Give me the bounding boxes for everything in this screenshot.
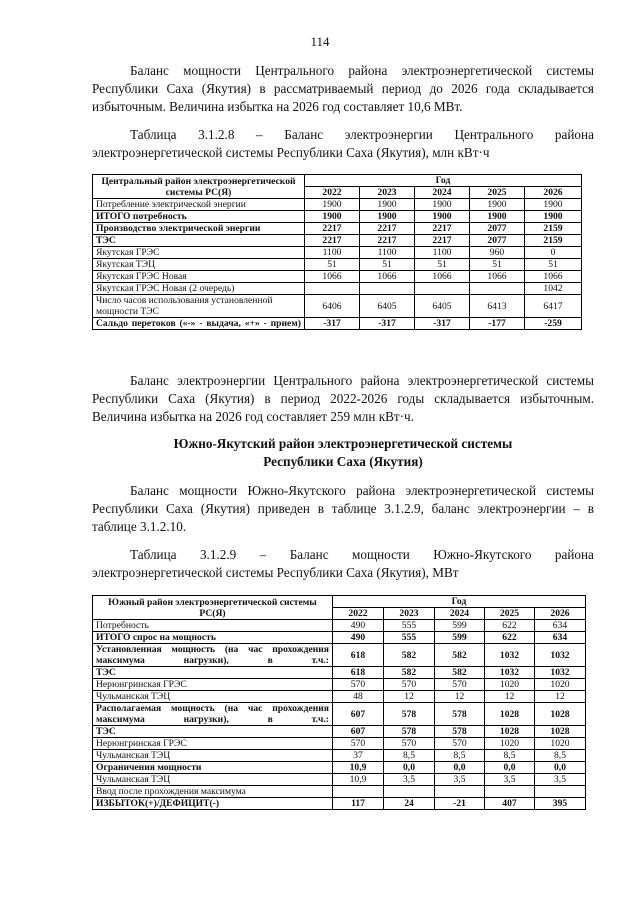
- table-caption-3-1-2-9: [92, 546, 594, 582]
- cell-value: 8,5: [384, 750, 435, 762]
- row-label: Сальдо перетоков («-» - выдача, «+» - прием): [93, 318, 305, 330]
- cell-value: 582: [384, 667, 435, 679]
- cell-value: 6405: [415, 295, 470, 318]
- row-label: Потребление электрической энергии: [93, 199, 305, 211]
- cell-value: 8,5: [485, 750, 535, 762]
- caption-word: Таблица: [130, 547, 177, 562]
- cell-value: 1020: [485, 738, 535, 750]
- cell-value: 490: [333, 632, 384, 644]
- cell-value: 634: [535, 632, 586, 644]
- year-header: 2024: [415, 187, 470, 199]
- cell-value: 2217: [360, 235, 415, 247]
- caption-word: электроэнергии: [344, 127, 433, 142]
- row-label: Чульманская ТЭЦ: [93, 774, 333, 786]
- table-row: [93, 318, 582, 330]
- cell-value: 6413: [470, 295, 525, 318]
- row-label: ИТОГО спрос на мощность: [93, 632, 333, 644]
- cell-value: 599: [435, 620, 485, 632]
- table-row: [93, 738, 586, 750]
- cell-value: 555: [384, 620, 435, 632]
- cell-value: 2217: [305, 223, 360, 235]
- table-row: [93, 247, 582, 259]
- caption-word: мощности: [352, 547, 410, 562]
- table1-header-name: Центральный район электроэнергетической системы РС(Я): [93, 175, 305, 199]
- table-row: [93, 259, 582, 271]
- cell-value: [485, 786, 535, 798]
- cell-value: -177: [470, 318, 525, 330]
- cell-value: 51: [305, 259, 360, 271]
- caption-word: Баланс: [284, 127, 324, 142]
- cell-value: [415, 283, 470, 295]
- cell-value: 2077: [470, 235, 525, 247]
- row-label: Располагаемая мощность (на час прохождения максимума нагрузки), в т.ч.:: [93, 703, 333, 726]
- row-label: Нерюнгринская ГРЭС: [93, 679, 333, 691]
- cell-value: 618: [333, 667, 384, 679]
- cell-value: [333, 786, 384, 798]
- year-header: 2025: [485, 608, 535, 620]
- table-row: [93, 211, 582, 223]
- cell-value: 51: [360, 259, 415, 271]
- row-label: Установленная мощность (на час прохождения максимума нагрузки), в т.ч.:: [93, 644, 333, 667]
- cell-value: 1900: [360, 199, 415, 211]
- cell-value: 10,9: [333, 774, 384, 786]
- cell-value: 618: [333, 644, 384, 667]
- cell-value: 3,5: [485, 774, 535, 786]
- caption-word: –: [256, 127, 263, 142]
- caption-word: района: [554, 547, 594, 562]
- cell-value: 582: [384, 644, 435, 667]
- table-row: [93, 235, 582, 247]
- cell-value: 1032: [535, 644, 586, 667]
- year-header: 2025: [470, 187, 525, 199]
- table-row: [93, 691, 586, 703]
- cell-value: 51: [470, 259, 525, 271]
- cell-value: 2217: [415, 235, 470, 247]
- cell-value: 1032: [535, 667, 586, 679]
- caption-line-2: электроэнергетической системы Республики Саха (Якутия), млн кВт·ч: [92, 145, 490, 160]
- table-row: [93, 774, 586, 786]
- table-row: [93, 223, 582, 235]
- caption-word: района: [554, 127, 594, 142]
- cell-value: 10,9: [333, 762, 384, 774]
- cell-value: -317: [305, 318, 360, 330]
- heading-line-2: Республики Саха (Якутия): [263, 454, 423, 469]
- cell-value: 1066: [305, 271, 360, 283]
- row-label: Ввод после прохождения максимума: [93, 786, 333, 798]
- row-label: Якутская ГРЭС: [93, 247, 305, 259]
- cell-value: [535, 786, 586, 798]
- cell-value: 1900: [525, 211, 582, 223]
- cell-value: 2217: [305, 235, 360, 247]
- cell-value: 622: [485, 620, 535, 632]
- row-label: Потребность: [93, 620, 333, 632]
- cell-value: 1100: [360, 247, 415, 259]
- table-row: [93, 703, 586, 726]
- cell-value: 0,0: [384, 762, 435, 774]
- cell-value: 1020: [485, 679, 535, 691]
- cell-value: [384, 786, 435, 798]
- table-row: [93, 199, 582, 211]
- cell-value: 6405: [360, 295, 415, 318]
- paragraph-power-balance-south: Баланс мощности Южно-Якутского района электроэнергетической системы Республики Саха (Якутия) приведен в таблице 3.1.2.9, баланс электроэнергии – в таблице 3.1.2.10.: [92, 483, 594, 534]
- cell-value: 570: [384, 738, 435, 750]
- cell-value: [360, 283, 415, 295]
- cell-value: 1032: [485, 667, 535, 679]
- table2-header-year: Год: [333, 596, 586, 608]
- cell-value: 1020: [535, 679, 586, 691]
- cell-value: 1020: [535, 738, 586, 750]
- caption-word: Баланс: [289, 547, 329, 562]
- cell-value: 1900: [470, 199, 525, 211]
- row-label: Число часов использования установленной мощности ТЭС: [93, 295, 305, 318]
- table-row: [93, 620, 586, 632]
- cell-value: 2077: [470, 223, 525, 235]
- cell-value: 117: [333, 798, 384, 810]
- cell-value: 8,5: [535, 750, 586, 762]
- cell-value: 1028: [535, 726, 586, 738]
- row-label: Чульманская ТЭЦ: [93, 750, 333, 762]
- cell-value: 0,0: [435, 762, 485, 774]
- caption-line-2: электроэнергетической системы Республики Саха (Якутия), МВт: [92, 565, 459, 580]
- caption-word: 3.1.2.8: [198, 127, 235, 142]
- cell-value: 12: [384, 691, 435, 703]
- heading-line-1: Южно-Якутский район электроэнергетической системы: [173, 436, 513, 451]
- cell-value: 2217: [415, 223, 470, 235]
- table-row: [93, 762, 586, 774]
- cell-value: 24: [384, 798, 435, 810]
- cell-value: 395: [535, 798, 586, 810]
- year-header: 2023: [384, 608, 435, 620]
- table-row: [93, 786, 586, 798]
- year-header: 2023: [360, 187, 415, 199]
- table-row: [93, 726, 586, 738]
- caption-word: Южно-Якутского: [433, 547, 532, 562]
- cell-value: 1042: [525, 283, 582, 295]
- row-label: Якутская ГРЭС Новая: [93, 271, 305, 283]
- cell-value: 634: [535, 620, 586, 632]
- table-row: [93, 750, 586, 762]
- section-heading: [92, 435, 594, 471]
- cell-value: 607: [333, 726, 384, 738]
- cell-value: 37: [333, 750, 384, 762]
- cell-value: [305, 283, 360, 295]
- cell-value: 1066: [525, 271, 582, 283]
- caption-word: –: [259, 547, 267, 562]
- cell-value: 570: [384, 679, 435, 691]
- cell-value: 1032: [485, 644, 535, 667]
- cell-value: 1100: [415, 247, 470, 259]
- row-label: Производство электрической энергии: [93, 223, 305, 235]
- caption-word: Центрального: [454, 127, 534, 142]
- cell-value: 6417: [525, 295, 582, 318]
- cell-value: 599: [435, 632, 485, 644]
- table-row: [93, 798, 586, 810]
- cell-value: 1066: [470, 271, 525, 283]
- year-header: 2024: [435, 608, 485, 620]
- cell-value: -21: [435, 798, 485, 810]
- cell-value: 48: [333, 691, 384, 703]
- cell-value: 1066: [415, 271, 470, 283]
- cell-value: 582: [435, 644, 485, 667]
- cell-value: 570: [435, 738, 485, 750]
- table-power-balance-south: [92, 595, 586, 810]
- table-row: [93, 271, 582, 283]
- row-label: ТЭС: [93, 667, 333, 679]
- table-row: [93, 679, 586, 691]
- paragraph-energy-balance-central: Баланс электроэнергии Центрального района электроэнергетической системы Республики Саха (Якутия) в период 2022-2026 годы складывается избыточным. Величина избытка на 2026 год составляет 259 млн кВт·ч.: [92, 373, 594, 424]
- cell-value: 6406: [305, 295, 360, 318]
- row-label: Якутская ГРЭС Новая (2 очередь): [93, 283, 305, 295]
- cell-value: 1028: [485, 703, 535, 726]
- row-label: ТЭС: [93, 726, 333, 738]
- cell-value: 570: [333, 738, 384, 750]
- table-row: [93, 667, 586, 679]
- cell-value: 12: [485, 691, 535, 703]
- cell-value: 2159: [525, 235, 582, 247]
- cell-value: 570: [333, 679, 384, 691]
- cell-value: 1900: [305, 211, 360, 223]
- cell-value: 407: [485, 798, 535, 810]
- cell-value: 0,0: [485, 762, 535, 774]
- row-label: ИТОГО потребность: [93, 211, 305, 223]
- cell-value: 1028: [485, 726, 535, 738]
- cell-value: 1900: [305, 199, 360, 211]
- cell-value: 582: [435, 667, 485, 679]
- cell-value: 607: [333, 703, 384, 726]
- row-label: Ограничения мощности: [93, 762, 333, 774]
- table-row: [93, 283, 582, 295]
- table-energy-balance-central: [92, 174, 582, 330]
- cell-value: -259: [525, 318, 582, 330]
- cell-value: 2159: [525, 223, 582, 235]
- cell-value: 960: [470, 247, 525, 259]
- paragraph-power-balance-central: Баланс мощности Центрального района электроэнергетической системы Республики Саха (Якутия) в рассматриваемый период до 2026 года складывается избыточным. Величина избытка на 2026 год составляет 10,6 МВт.: [92, 63, 594, 114]
- cell-value: 622: [485, 632, 535, 644]
- cell-value: 1028: [535, 703, 586, 726]
- cell-value: 578: [384, 703, 435, 726]
- cell-value: 570: [435, 679, 485, 691]
- cell-value: [470, 283, 525, 295]
- cell-value: 578: [435, 703, 485, 726]
- cell-value: 3,5: [384, 774, 435, 786]
- cell-value: 1900: [415, 199, 470, 211]
- year-header: 2022: [305, 187, 360, 199]
- row-label: Чульманская ТЭЦ: [93, 691, 333, 703]
- table-row: [93, 295, 582, 318]
- cell-value: 3,5: [535, 774, 586, 786]
- cell-value: 12: [535, 691, 586, 703]
- cell-value: 1900: [415, 211, 470, 223]
- cell-value: 8,5: [435, 750, 485, 762]
- cell-value: 2217: [360, 223, 415, 235]
- row-label: ИЗБЫТОК(+)/ДЕФИЦИТ(-): [93, 798, 333, 810]
- row-label: ТЭС: [93, 235, 305, 247]
- cell-value: 578: [435, 726, 485, 738]
- cell-value: 1900: [525, 199, 582, 211]
- cell-value: 1100: [305, 247, 360, 259]
- cell-value: 578: [384, 726, 435, 738]
- cell-value: 1066: [360, 271, 415, 283]
- table1-header-year: Год: [305, 175, 582, 187]
- cell-value: [435, 786, 485, 798]
- year-header: 2022: [333, 608, 384, 620]
- row-label: Якутская ТЭЦ: [93, 259, 305, 271]
- year-header: 2026: [525, 187, 582, 199]
- caption-word: 3.1.2.9: [199, 547, 237, 562]
- cell-value: 0,0: [535, 762, 586, 774]
- cell-value: 51: [525, 259, 582, 271]
- cell-value: 0: [525, 247, 582, 259]
- table-row: [93, 644, 586, 667]
- cell-value: 490: [333, 620, 384, 632]
- year-header: 2026: [535, 608, 586, 620]
- cell-value: 555: [384, 632, 435, 644]
- table2-header-name: Южный район электроэнергетической системы РС(Я): [93, 596, 333, 620]
- caption-word: Таблица: [130, 127, 177, 142]
- row-label: Нерюнгринская ГРЭС: [93, 738, 333, 750]
- cell-value: 51: [415, 259, 470, 271]
- cell-value: 3,5: [435, 774, 485, 786]
- cell-value: 1900: [360, 211, 415, 223]
- page-number: 114: [310, 34, 330, 49]
- caption-line-1: [92, 546, 594, 564]
- cell-value: 1900: [470, 211, 525, 223]
- caption-line-1: [92, 126, 594, 144]
- table-row: [93, 632, 586, 644]
- cell-value: -317: [360, 318, 415, 330]
- cell-value: -317: [415, 318, 470, 330]
- table-caption-3-1-2-8: [92, 126, 594, 162]
- cell-value: 12: [435, 691, 485, 703]
